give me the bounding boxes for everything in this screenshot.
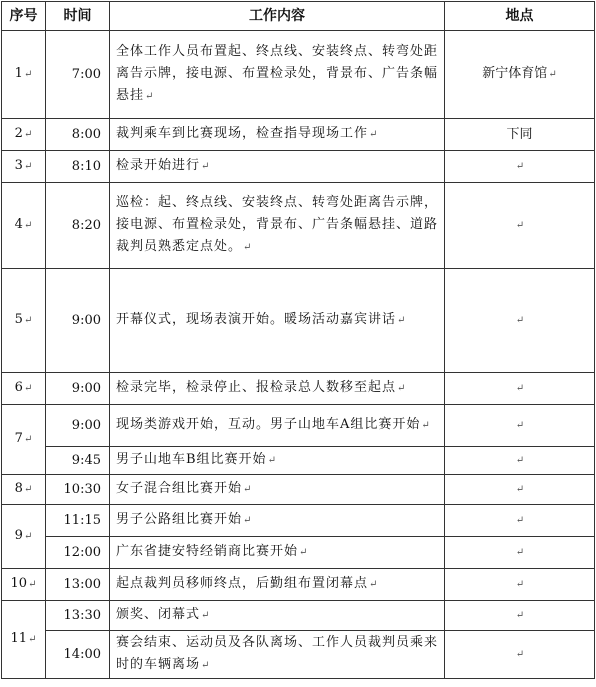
header-work: 工作内容 [110, 2, 445, 31]
time-cell: 9:00 [46, 373, 110, 405]
time-cell: 8:10 [46, 151, 110, 183]
work-cell: 起点裁判员移师终点，后勤组布置闭幕点↵ [110, 569, 445, 601]
time-cell: 10:30 [46, 475, 110, 505]
header-seq: 序号 [2, 2, 46, 31]
seq-cell: 4↵ [2, 183, 46, 269]
time-cell: 7:00 [46, 31, 110, 119]
seq-cell: 9↵ [2, 505, 46, 569]
work-cell: 全体工作人员布置起、终点线、安装终点、转弯处距离告示牌，接电源、布置检录处，背景布、广告条幅悬挂↵ [110, 31, 445, 119]
location-cell: 下同 [445, 119, 595, 151]
location-cell: ↵ [445, 631, 595, 679]
location-cell: ↵ [445, 373, 595, 405]
location-cell: ↵ [445, 569, 595, 601]
location-cell: ↵ [445, 269, 595, 373]
location-cell: ↵ [445, 151, 595, 183]
time-cell: 13:00 [46, 569, 110, 601]
seq-cell: 2↵ [2, 119, 46, 151]
location-cell: ↵ [445, 183, 595, 269]
time-cell: 11:15 [46, 505, 110, 537]
work-cell: 现场类游戏开始，互动。男子山地车A组比赛开始↵ [110, 405, 445, 447]
time-cell: 9:00 [46, 405, 110, 447]
location-cell: ↵ [445, 405, 595, 447]
table-header-row [2, 2, 595, 31]
time-cell: 9:00 [46, 269, 110, 373]
seq-cell: 10↵ [2, 569, 46, 601]
seq-cell: 1↵ [2, 31, 46, 119]
work-cell: 巡检：起、终点线、安装终点、转弯处距离告示牌，接电源、布置检录处，背景布、广告条幅悬挂、道路裁判员熟悉定点处。↵ [110, 183, 445, 269]
table-row [2, 505, 595, 537]
table-row [2, 373, 595, 405]
work-cell: 开幕仪式，现场表演开始。暖场活动嘉宾讲话↵ [110, 269, 445, 373]
table-row [2, 569, 595, 601]
table-row [2, 119, 595, 151]
work-cell: 检录完毕，检录停止、报检录总人数移至起点↵ [110, 373, 445, 405]
location-cell: ↵ [445, 537, 595, 569]
work-cell: 检录开始进行↵ [110, 151, 445, 183]
work-cell: 男子山地车B组比赛开始↵ [110, 447, 445, 475]
seq-cell: 7↵ [2, 405, 46, 475]
table-row [2, 269, 595, 373]
seq-cell: 6↵ [2, 373, 46, 405]
work-cell: 颁奖、闭幕式↵ [110, 601, 445, 631]
seq-cell: 11↵ [2, 601, 46, 679]
time-cell: 12:00 [46, 537, 110, 569]
location-cell: 新宁体育馆↵ [445, 31, 595, 119]
work-cell: 女子混合组比赛开始↵ [110, 475, 445, 505]
seq-cell: 5↵ [2, 269, 46, 373]
table-row [2, 601, 595, 631]
seq-cell: 3↵ [2, 151, 46, 183]
table-row [2, 475, 595, 505]
location-cell: ↵ [445, 601, 595, 631]
table-row [2, 151, 595, 183]
location-cell: ↵ [445, 475, 595, 505]
table-row [2, 31, 595, 119]
location-cell: ↵ [445, 447, 595, 475]
work-cell: 赛会结束、运动员及各队离场、工作人员裁判员乘来时的车辆离场↵ [110, 631, 445, 679]
table-row [2, 447, 595, 475]
table-row [2, 537, 595, 569]
time-cell: 9:45 [46, 447, 110, 475]
work-cell: 男子公路组比赛开始↵ [110, 505, 445, 537]
time-cell: 13:30 [46, 601, 110, 631]
time-cell: 8:20 [46, 183, 110, 269]
location-cell: ↵ [445, 505, 595, 537]
header-time: 时间 [46, 2, 110, 31]
table-row [2, 405, 595, 447]
header-location: 地点 [445, 2, 595, 31]
work-cell: 广东省捷安特经销商比赛开始↵ [110, 537, 445, 569]
time-cell: 14:00 [46, 631, 110, 679]
table-row [2, 183, 595, 269]
table-row [2, 631, 595, 679]
time-cell: 8:00 [46, 119, 110, 151]
seq-cell: 8↵ [2, 475, 46, 505]
work-cell: 裁判乘车到比赛现场，检查指导现场工作↵ [110, 119, 445, 151]
schedule-table [1, 1, 595, 679]
